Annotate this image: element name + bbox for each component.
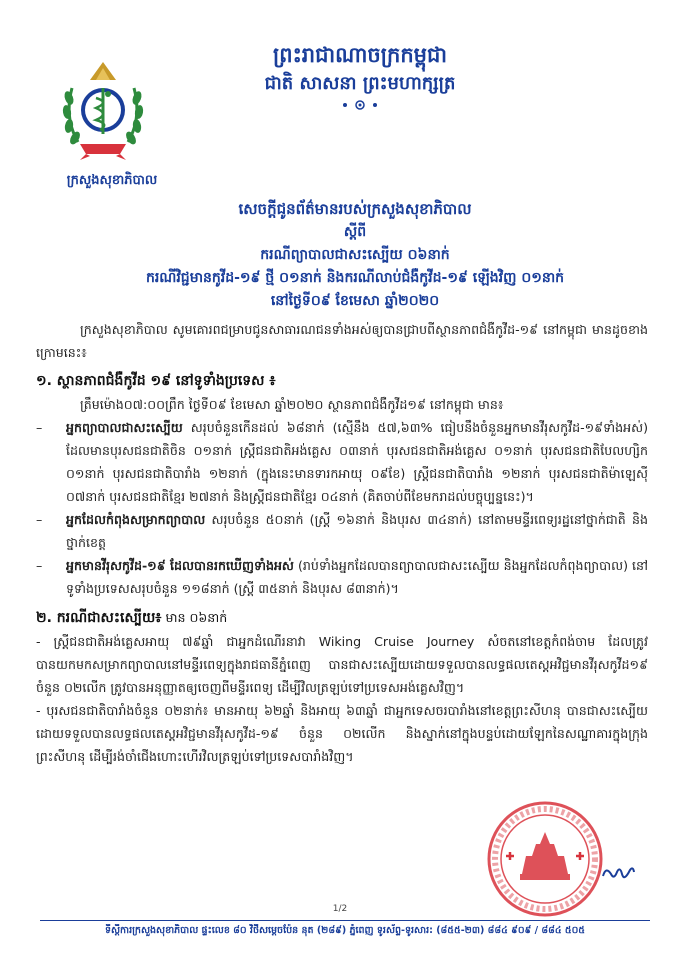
official-stamp	[486, 800, 604, 918]
ornament-divider	[210, 98, 510, 116]
press-release-title	[60, 198, 650, 313]
title-line-5: នៅថ្ងៃទី០៩ ខែមេសា ឆ្នាំ២០២០	[270, 293, 440, 309]
ministry-label: ក្រសួងសុខាភិបាល	[66, 173, 158, 188]
section-2-paragraph: - បុរសជនជាតិបារាំងចំនួន ០២នាក់៖ មានអាយុ ៦២ឆ្នាំ និងអាយុ ៦៣ឆ្នាំ ជាអ្នកទេសចរបារាំងនៅខេត្តព្រះសីហនុ បានជាសះស្បើយ ដោយទទួលបានលទ្ធផលតេស្តអវិជ្ជមានវីរុសកូវីដ-១៩ ចំនួន ០២លើក និងស្នាក់នៅក្នុងបន្ទប់ដោយឡែកនៃសណ្ឋាគារក្នុងក្រុងព្រះសីហនុ ដើម្បីរង់ចាំជើងហោះហើរវិលត្រឡប់ទៅប្រទេសបារាំងវិញ។	[36, 703, 648, 764]
section-2-paragraph: - ស្ត្រីជនជាតិអង់គ្លេសអាយុ ៧៩ឆ្នាំ ជាអ្នកដំណើរនាវា Wiking Cruise Journey សំចតនៅខេត្តកំពង់ចាម ដែលត្រូវបានយកមកសម្រាកព្យាបាលនៅមន្ទីរពេទ្យក្នុងរាជធានីភ្នំពេញ បានជាសះស្បើយដោយទទួលបានលទ្ធផលតេស្តអវិជ្ជមានវីរុសកូវីដ១៩ ចំនួន ០២លើក ត្រូវបានអនុញ្ញាតឲ្យចេញពីមន្ទីរពេទ្យ ដើម្បីវិលត្រឡប់ទៅប្រទេសអង់គ្លេសវិញ។	[36, 634, 648, 695]
list-item: – អ្នកព្យាបាលជាសះស្បើយ សរុបចំនួនកើនដល់ ៦៨នាក់ (ស្មើនឹង ៥៧,៦៣% ធៀបនឹងចំនួនអ្នកមានវីរុសកូវីដ-១៩ទាំងអស់) ដែលមានបុរសជនជាតិចិន ០១នាក់ ស្ត្រីជនជាតិអង់គ្លេស ០៣នាក់ បុរសជនជាតិអង់គ្លេស ០១នាក់ បុរសជនជាតិបែលហ្សិក ០១នាក់ បុរសជនជាតិបារាំង ១២នាក់ (ក្នុងនេះមានទារកអាយុ ០៩ខែ) ស្ត្រីជនជាតិបារាំង ១២នាក់ បុរសជនជាតិម៉ាឡេស៊ី ០៧នាក់ បុរសជនជាតិខ្មែរ ២៧នាក់ និងស្ត្រីជនជាតិខ្មែរ ០៤នាក់ (គិតចាប់ពីខែមករាដល់បច្ចុប្បន្ននេះ)។	[36, 420, 648, 504]
national-motto: ជាតិ សាសនា ព្រះមហាក្សត្រ	[264, 73, 456, 94]
title-line-2: ស្តីពី	[343, 224, 367, 240]
title-line-4: ករណីវិជ្ជមានកូវីដ-១៩ ថ្មី ០១នាក់ និងករណីលាប់ជំងឺកូវីដ-១៩ ឡើងវិញ ០១នាក់	[145, 270, 565, 286]
title-line-1: សេចក្តីជូនព័ត៌មានរបស់ក្រសួងសុខាភិបាល	[238, 200, 472, 218]
list-item: – អ្នកដែលកំពុងសម្រាកព្យាបាល សរុបចំនួន ៥០នាក់ (ស្ត្រី ១៦នាក់ និងបុរស ៣៤នាក់) នៅតាមមន្ទីរពេទ្យរដ្ឋនៅថ្នាក់ជាតិ និងថ្នាក់ខេត្ត	[36, 512, 648, 550]
section-2-heading: ២. ករណីជាសះស្បើយ៖ មាន ០៦នាក់	[36, 610, 228, 626]
section-1-heading: ១. ស្ថានភាពជំងឺកូវីដ ១៩ នៅទូទាំងប្រទេស ៖	[36, 373, 276, 389]
footer-address: ទីស្តីការក្រសួងសុខាភិបាល ផ្ទះលេខ ៨០ វិថីសម្តេចប៉ែន នុត (២៨៩) ភ្នំពេញ ទូរស័ព្ទ-ទូរសារ: (៨៥៥-២៣) ៨៨៤ ៩០៩ / ៨៨៤ ៥០៥	[104, 925, 586, 936]
page-number: 1/2	[332, 904, 348, 914]
intro-paragraph: ក្រសួងសុខាភិបាល សូមគោរពជម្រាបជូនសាធារណជនទាំងអស់ឲ្យបានជ្រាបពីស្ថានភាពជំងឺកូវីដ-១៩ នៅកម្ពុជា មានដូចខាងក្រោមនេះ៖	[36, 322, 648, 360]
document-body	[36, 318, 648, 768]
kingdom-title: ព្រះរាជាណាចក្រកម្ពុជា	[272, 43, 447, 67]
list-item: – អ្នកមានវីរុសកូវីដ-១៩ ដែលបានរកឃើញទាំងអស់ (រាប់ទាំងអ្នកដែលបានព្យាបាលជាសះស្បើយ និងអ្នកដែលកំពុងព្យាបាល) នៅទូទាំងប្រទេសសរុបចំនួន ១១៨នាក់ (ស្ត្រី ៣៥នាក់ និងបុរស ៨៣នាក់)។	[36, 558, 648, 596]
title-line-3: ករណីព្យាបាលជាសះស្បើយ ០៦នាក់	[260, 247, 450, 263]
ministry-logo	[60, 58, 146, 162]
footer-divider	[40, 920, 650, 921]
kingdom-header	[210, 40, 510, 116]
section-1-lead: ត្រឹមម៉ោង០៧:០០ព្រឹក ថ្ងៃទី០៩ ខែមេសា ឆ្នាំ២០២០ ស្ថានភាពជំងឺកូវីដ១៩ នៅកម្ពុជា មាន៖	[80, 397, 504, 412]
signature	[600, 862, 636, 884]
